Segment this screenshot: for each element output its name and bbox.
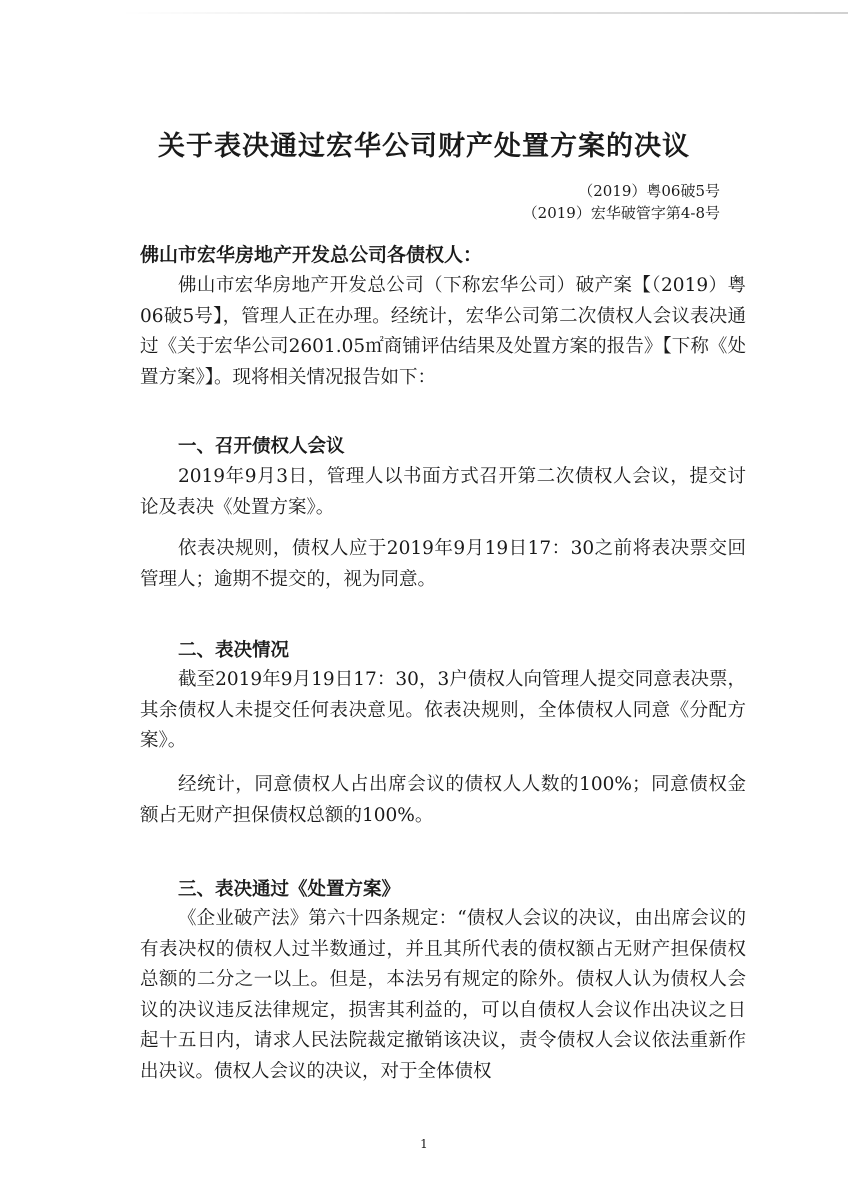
section-1-paragraph-1: 2019年9月3日，管理人以书面方式召开第二次债权人会议，提交讨论及表决《处置方案》。 <box>140 466 746 518</box>
intro-paragraph: 佛山市宏华房地产开发总公司（下称宏华公司）破产案【（2019）粤06破5号】，管理人正在办理。经统计，宏华公司第二次债权人会议表决通过《关于宏华公司2601.05㎡商铺评估结果及处置方案的报告》【下称《处置方案》】。现将相关情况报告如下： <box>140 275 746 388</box>
section-heading-1: 一、召开债权人会议 <box>178 436 345 457</box>
section-heading-2: 二、表决情况 <box>178 640 290 661</box>
salutation: 佛山市宏华房地产开发总公司各债权人： <box>140 244 483 266</box>
section-heading-3: 三、表决通过《处置方案》 <box>178 879 401 900</box>
court-case-number: （2019）粤06破5号 <box>578 182 720 200</box>
scan-edge-line <box>120 12 848 14</box>
section-1-paragraph-2: 依表决规则，债权人应于2019年9月19日17：30之前将表决票交回管理人；逾期不提交的，视为同意。 <box>140 538 746 590</box>
section-3-paragraph-1: 《企业破产法》第六十四条规定：“债权人会议的决议，由出席会议的有表决权的债权人过半数通过，并且其所代表的债权额占无财产担保债权总额的二分之一以上。但是，本法另有规定的除外。债权人认为债权人会议的决议违反法律规定，损害其利益的，可以自债权人会议作出决议之日起十五日内，请求人民法院裁定撤销该决议，责令债权人会议依法重新作出决议。债权人会议的决议，对于全体债权 <box>140 908 746 1082</box>
page-number: 1 <box>420 1137 428 1151</box>
section-2-paragraph-2: 经统计，同意债权人占出席会议的债权人人数的100%；同意债权金额占无财产担保债权总额的100%。 <box>140 774 746 826</box>
administrator-doc-number: （2019）宏华破管字第4-8号 <box>522 204 720 222</box>
section-2-paragraph-1: 截至2019年9月19日17：30，3户债权人向管理人提交同意表决票，其余债权人未提交任何表决意见。依表决规则，全体债权人同意《分配方案》。 <box>140 669 746 751</box>
document-title: 关于表决通过宏华公司财产处置方案的决议 <box>158 131 690 162</box>
